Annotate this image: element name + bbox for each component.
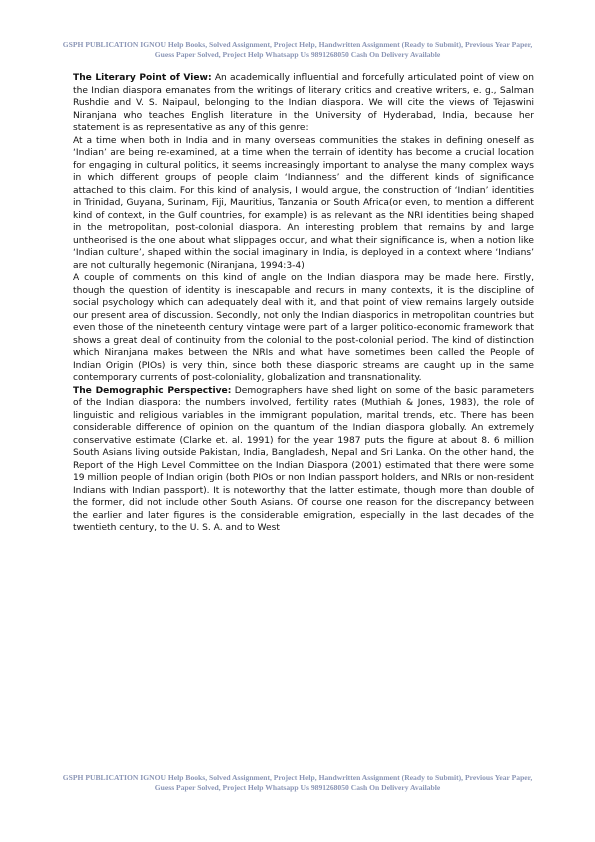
footer-banner: GSPH PUBLICATION IGNOU Help Books, Solved Assignment, Project Help, Handwritten Assignment (Ready to Submit), Previous Year Paper, Guess Paper Solved, Project Help Whatsapp Us 9891268050 Cash On Delivery Available — [62, 773, 533, 792]
literary-text: An academically influential and forcefully articulated point of view on the Indian diaspora emanates from the writings of literary critics and creative writers, e. g., Salman Rushdie and V. S. Naipaul, belonging to the Indian diaspora. We will cite the views of Tejaswini Niranjana who teaches English literature in the University of Hyderabad, India, because her statement is as representative as any of this genre: — [73, 73, 534, 133]
header-banner: GSPH PUBLICATION IGNOU Help Books, Solved Assignment, Project Help, Handwritten Assignment (Ready to Submit), Previous Year Paper, Guess Paper Solved, Project Help Whatsapp Us 9891268050 Cash On Delivery Available — [62, 40, 533, 59]
demographic-text: Demographers have shed light on some of the basic parameters of the Indian diaspora: the numbers involved, fertility rates (Muthiah & Jones, 1983), the role of linguistic and religious variables in the immigrant population, marital trends, etc. There has been considerable difference of opinion on the quantum of the Indian diaspora globally. An extremely conservative estimate (Clarke et. al. 1991) for the year 1987 puts the figure at about 8. 6 million South Asians living outside Pakistan, India, Bangladesh, Nepal and Sri Lanka. On the other hand, the Report of the High Level Committee on the Indian Diaspora (2001) estimated that there were some 19 million people of Indian origin (both PIOs or non Indian passport holders, and NRIs or non-resident Indians with Indian passport). It is noteworthy that the latter estimate, though more than double of the former, did not include other South Asians. Of course one reason for the discrepancy between the earlier and later figures is the considerable emigration, especially in the last decades of the twentieth century, to the U. S. A. and to West — [73, 385, 534, 533]
commentary-paragraph: A couple of comments on this kind of angle on the Indian diaspora may be made here. Firstly, though the question of identity is inescapable and recurs in many contexts, it is the discipline of social psychology which can adequately deal with it, and that point of view remains largely outside our present area of discussion. Secondly, not only the Indian diasporics in metropolitan countries but even those of the nineteenth century vintage were part of a larger politico-economic framework that shows a great deal of continuity from the colonial to the post-colonial period. The kind of distinction which Niranjana makes between the NRIs and what have sometimes been called the People of Indian Origin (PIOs) is very thin, since both these diasporic streams are caught up in the same contemporary currents of post-coloniality, globalization and transnationality. — [73, 273, 534, 383]
demographic-paragraph — [73, 385, 534, 535]
document-body — [73, 72, 534, 535]
niranjana-quote: At a time when both in India and in many overseas communities the stakes in defining oneself as ‘Indian’ are being re-examined, at a time when the terrain of identity has become a crucial location for engaging in cultural politics, it seems increasingly important to analyse the many complex ways in which different groups of people claim ‘Indianness’ and the different kinds of significance attached to this claim. For this kind of analysis, I would argue, the construction of ‘Indian’ identities in Trinidad, Guyana, Surinam, Fiji, Mauritius, Tanzania or South Africa(or even, to mention a different kind of context, in the Gulf countries, for example) is as relevant as the NRI identities being shaped in the metropolitan, post-colonial diaspora. An interesting problem that remains by and large untheorised is the one about what slippages occur, and what their significance is, when a notion like ‘Indian culture’, shaped within the social imaginary in India, is deployed in a context where ‘Indians’ are not culturally hegemonic (Niranjana, 1994:3-4) — [73, 135, 534, 271]
literary-paragraph — [73, 72, 534, 135]
literary-heading: The Literary Point of View: — [73, 73, 212, 83]
demographic-heading: The Demographic Perspective: — [73, 385, 232, 396]
